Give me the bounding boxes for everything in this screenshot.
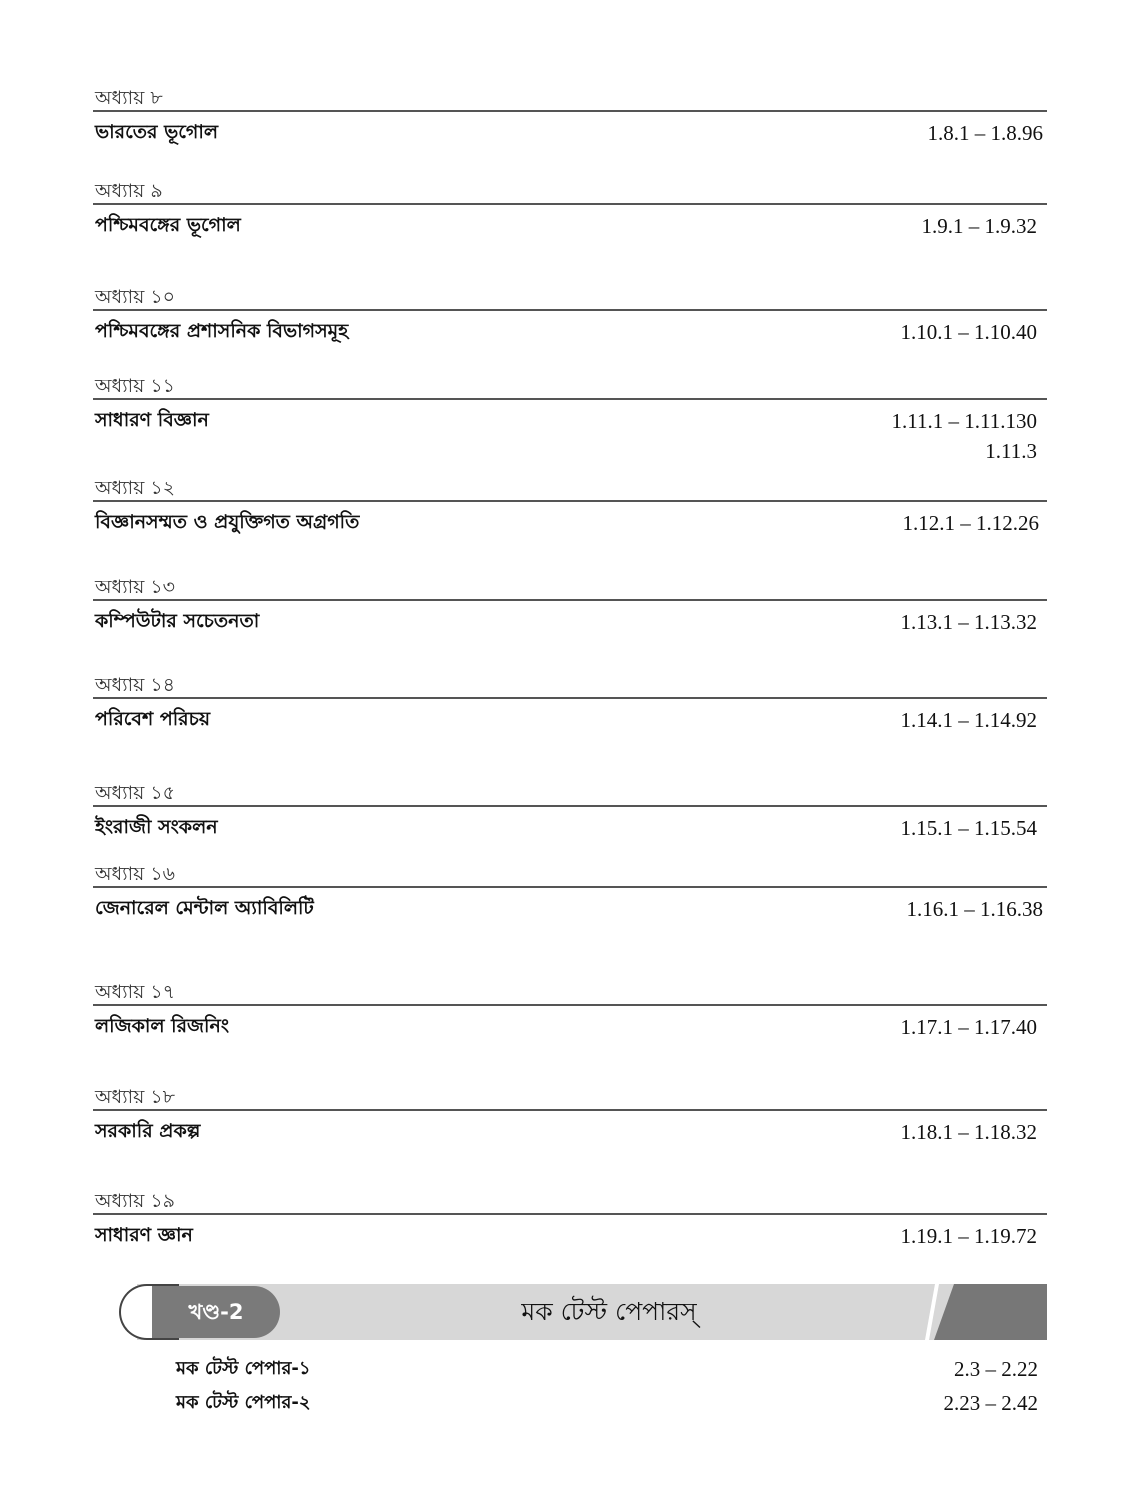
section-header-bar [119, 1284, 1047, 1340]
divider [93, 599, 1047, 601]
chapter-title: সাধারণ বিজ্ঞান [95, 409, 209, 431]
mock-paper-title: মক টেস্ট পেপার-২ [176, 1392, 311, 1413]
mock-paper-pages: 2.23 – 2.42 [943, 1391, 1038, 1415]
chapter-pages: 1.17.1 – 1.17.40 [900, 1015, 1037, 1039]
chapter-title: ইংরাজী সংকলন [95, 816, 218, 838]
chapter-pages: 1.11.1 – 1.11.130 [891, 409, 1037, 433]
chapter-pages: 1.10.1 – 1.10.40 [900, 320, 1037, 344]
chapter-label: অধ্যায় ১০ [95, 286, 176, 308]
mock-paper-pages: 2.3 – 2.22 [954, 1357, 1038, 1381]
divider [93, 697, 1047, 699]
chapter-label: অধ্যায় ১৬ [95, 863, 176, 885]
mock-paper-title: মক টেস্ট পেপার-১ [176, 1358, 311, 1379]
chapter-title: সাধারণ জ্ঞান [95, 1224, 193, 1246]
chapter-pages: 1.16.1 – 1.16.38 [906, 897, 1043, 921]
divider [93, 1004, 1047, 1006]
divider [93, 1109, 1047, 1111]
chapter-title: পশ্চিমবঙ্গের ভূগোল [95, 214, 241, 236]
chapter-pages: 1.14.1 – 1.14.92 [900, 708, 1037, 732]
chapter-pages: 1.8.1 – 1.8.96 [927, 121, 1043, 145]
divider [93, 1213, 1047, 1215]
chapter-pages: 1.9.1 – 1.9.32 [921, 214, 1037, 238]
chapter-label: অধ্যায় ৯ [95, 180, 163, 202]
chapter-label: অধ্যায় ১৮ [95, 1086, 176, 1108]
divider [93, 203, 1047, 205]
divider [93, 309, 1047, 311]
chapter-title: ভারতের ভূগোল [95, 121, 218, 143]
section-label: খণ্ড-2 [152, 1286, 280, 1338]
chapter-title: কম্পিউটার সচেতনতা [95, 610, 260, 632]
chapter-label: অধ্যায় ১৫ [95, 782, 176, 804]
chapter-label: অধ্যায় ৮ [95, 87, 163, 109]
chapter-pages-extra: 1.11.3 [985, 439, 1037, 463]
section-title: মক টেস্ট পেপারস্ [521, 1297, 697, 1326]
chapter-title: লজিকাল রিজনিং [95, 1015, 230, 1037]
chapter-pages: 1.13.1 – 1.13.32 [900, 610, 1037, 634]
chapter-pages: 1.19.1 – 1.19.72 [900, 1224, 1037, 1248]
mock-paper-entry [176, 1388, 1038, 1418]
divider [93, 500, 1047, 502]
chapter-label: অধ্যায় ১৪ [95, 674, 176, 696]
chapter-title: পশ্চিমবঙ্গের প্রশাসনিক বিভাগসমূহ [95, 320, 349, 342]
chapter-pages: 1.18.1 – 1.18.32 [900, 1120, 1037, 1144]
divider [93, 886, 1047, 888]
chapter-label: অধ্যায় ১৭ [95, 981, 176, 1003]
chapter-pages: 1.15.1 – 1.15.54 [900, 816, 1037, 840]
chapter-title: পরিবেশ পরিচয় [95, 708, 211, 730]
chapter-label: অধ্যায় ১৯ [95, 1190, 176, 1212]
divider [93, 110, 1047, 112]
chapter-title: সরকারি প্রকল্প [95, 1120, 201, 1142]
chapter-label: অধ্যায় ১২ [95, 477, 176, 499]
chapter-title: জেনারেল মেন্টাল অ্যাবিলিটি [95, 897, 314, 919]
divider [93, 805, 1047, 807]
chapter-label: অধ্যায় ১৩ [95, 576, 176, 598]
chapter-title: বিজ্ঞানসম্মত ও প্রযুক্তিগত অগ্রগতি [95, 511, 360, 533]
chapter-pages: 1.12.1 – 1.12.26 [902, 511, 1039, 535]
divider [93, 398, 1047, 400]
mock-paper-entry [176, 1354, 1038, 1384]
chapter-label: অধ্যায় ১১ [95, 375, 176, 397]
